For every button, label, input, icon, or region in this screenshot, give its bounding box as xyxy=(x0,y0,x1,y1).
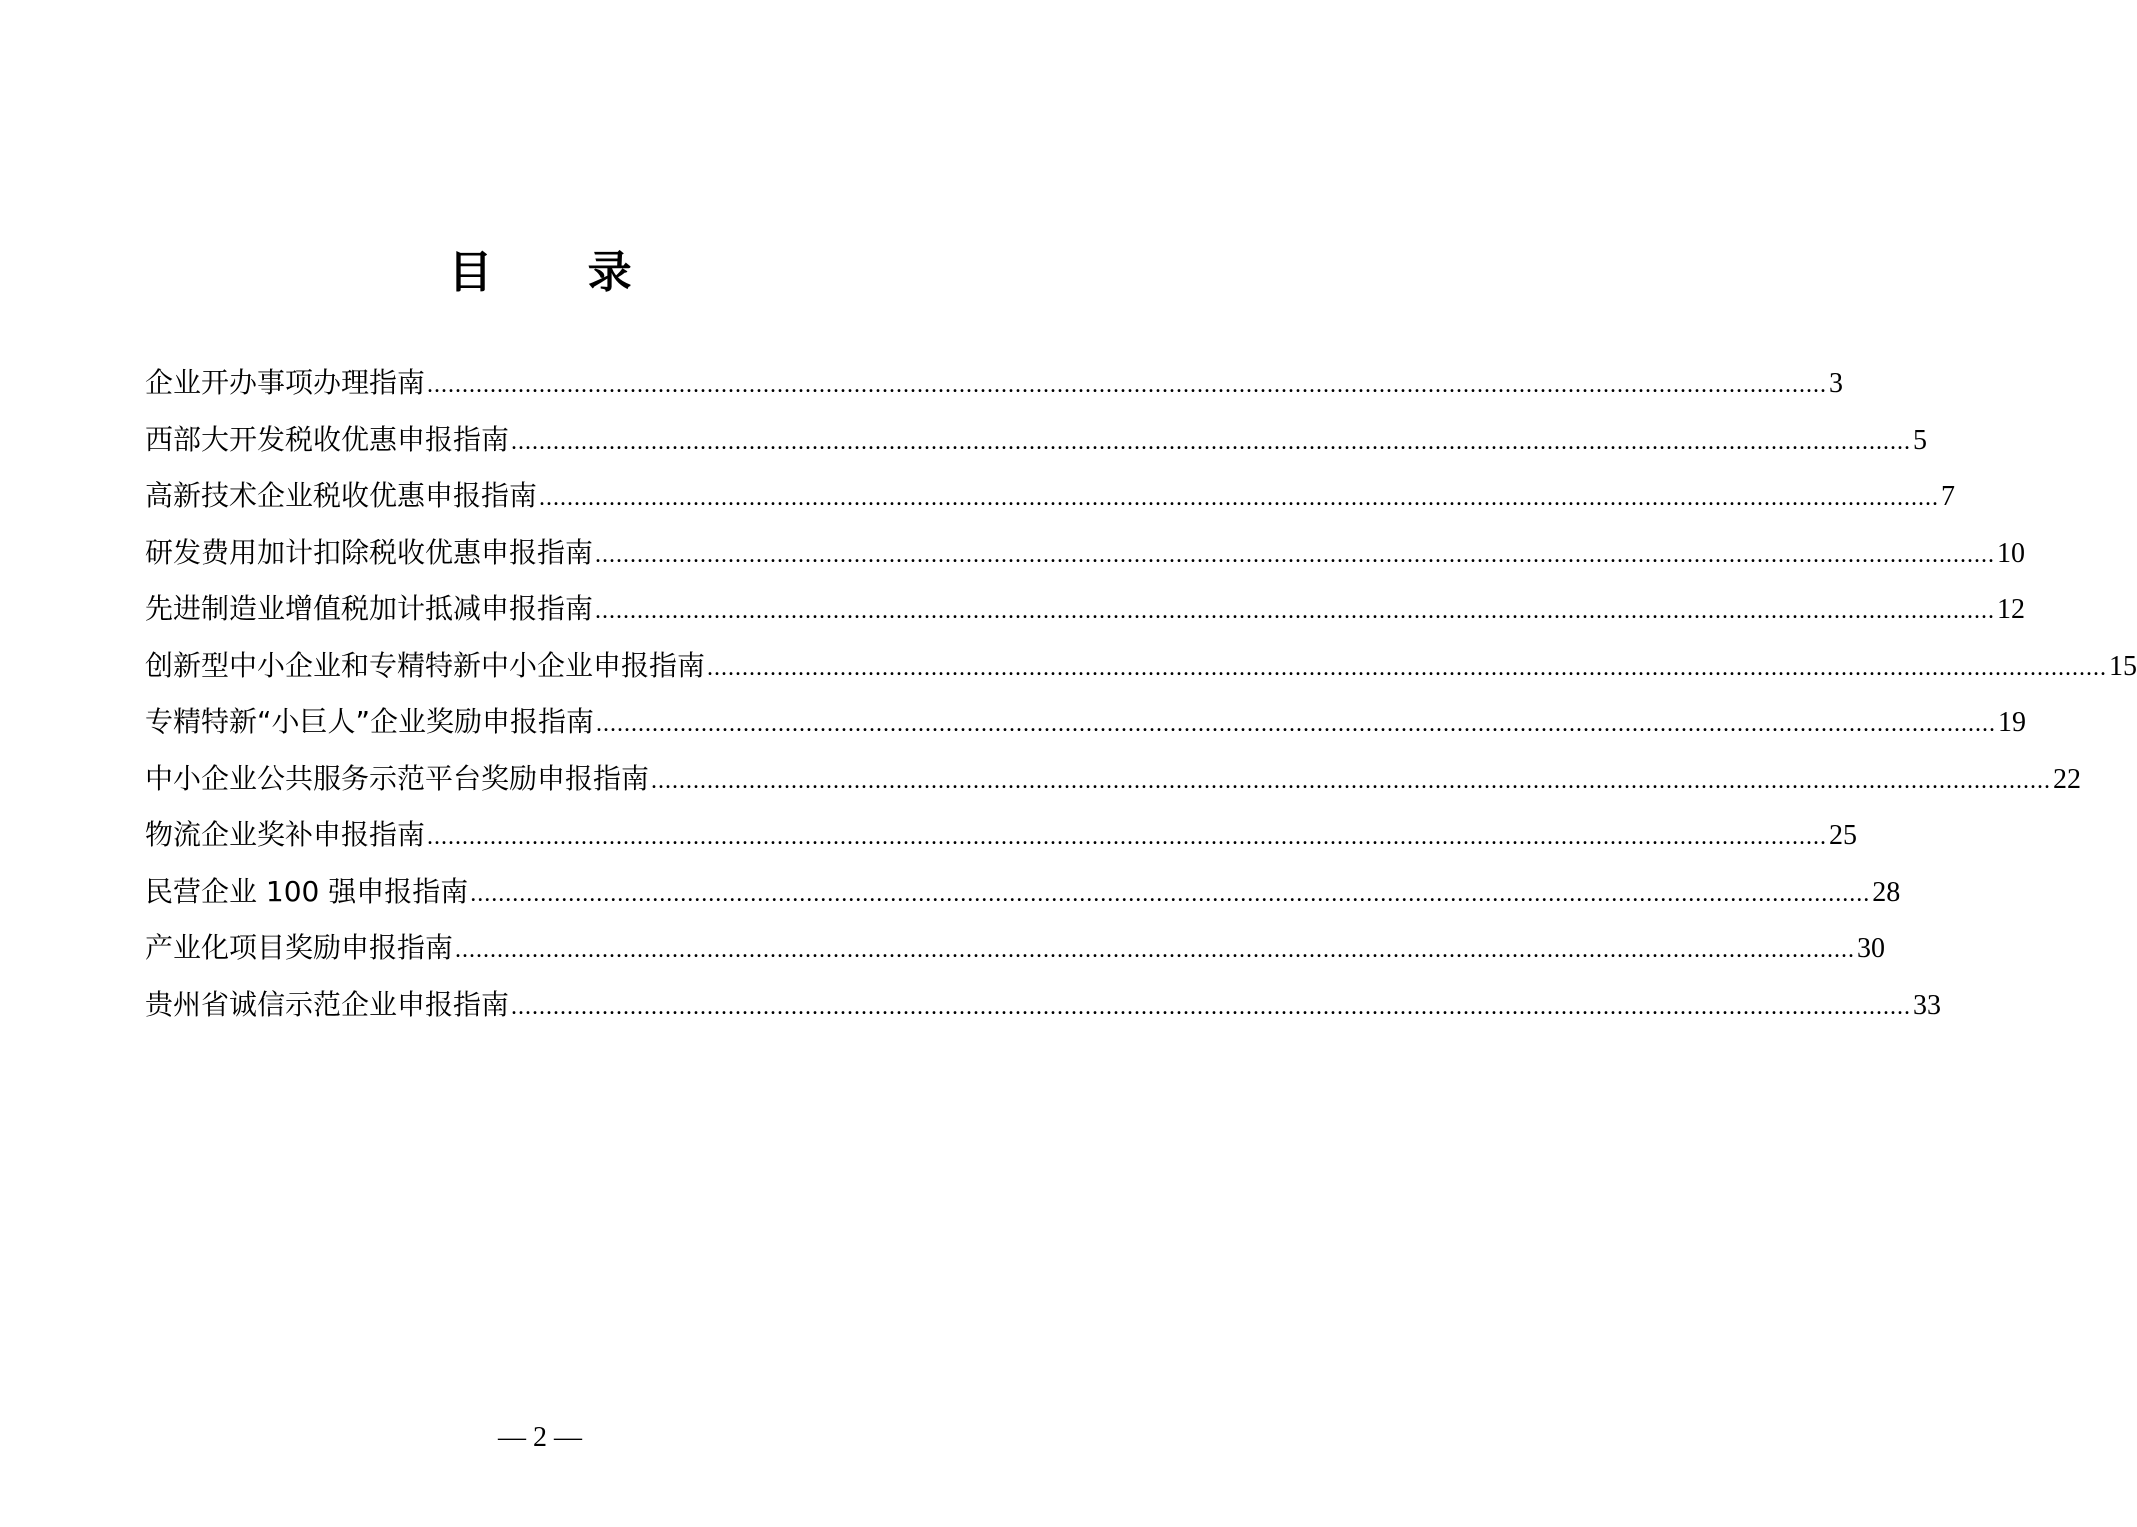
toc-page-number: 7 xyxy=(1941,481,1956,512)
toc-dot-leader: ........................................................................................................................................................................................................ xyxy=(707,654,2108,681)
toc-heading: 目 录 xyxy=(448,247,672,298)
toc-entry xyxy=(145,864,1901,921)
toc-dot-leader: ........................................................................................................................................................................................................ xyxy=(427,824,1828,850)
toc-entry xyxy=(145,581,2026,638)
toc-entry-title: 西部大开发税收优惠申报指南 xyxy=(145,422,510,456)
toc-entry-title: 创新型中小企业和专精特新中小企业申报指南 xyxy=(145,648,706,682)
toc-entry xyxy=(145,920,1886,977)
toc-entry-title: 高新技术企业税收优惠申报指南 xyxy=(145,479,538,512)
toc-entry xyxy=(145,412,1928,469)
toc-dot-leader: ........................................................................................................................................................................................................ xyxy=(595,598,1996,624)
toc-page-number: 25 xyxy=(1829,820,1858,851)
toc-page-number: 22 xyxy=(2053,763,2082,795)
toc-entry xyxy=(145,638,2137,695)
toc-page-number: 15 xyxy=(2109,650,2137,682)
toc-page-number: 3 xyxy=(1829,368,1844,399)
toc-entry-title: 企业开办事项办理指南 xyxy=(145,366,426,399)
toc-entry xyxy=(145,468,1956,525)
toc-list xyxy=(145,355,2137,1033)
toc-entry-title: 贵州省诚信示范企业申报指南 xyxy=(145,987,510,1021)
toc-entry-title: 研发费用加计扣除税收优惠申报指南 xyxy=(145,535,594,569)
toc-entry-title: 先进制造业增值税加计抵减申报指南 xyxy=(145,592,594,625)
toc-page-number: 33 xyxy=(1913,989,1942,1021)
toc-page-number: 28 xyxy=(1872,876,1901,908)
toc-dot-leader: ........................................................................................................................................................................................................ xyxy=(651,767,2052,794)
toc-entry-title: 物流企业奖补申报指南 xyxy=(145,818,426,851)
toc-dot-leader: ........................................................................................................................................................................................................ xyxy=(595,541,1996,568)
toc-page-number: 10 xyxy=(1997,537,2026,569)
toc-dot-leader: ........................................................................................................................................................................................................ xyxy=(596,711,1997,737)
toc-entry xyxy=(145,525,2026,582)
toc-entry xyxy=(145,807,1858,864)
toc-entry xyxy=(145,694,2027,751)
toc-entry-title: 民营企业 100 强申报指南 xyxy=(145,874,469,908)
toc-dot-leader: ........................................................................................................................................................................................................ xyxy=(539,485,1940,511)
toc-dot-leader: ........................................................................................................................................................................................................ xyxy=(427,372,1828,398)
toc-page-number: 5 xyxy=(1913,424,1928,456)
toc-entry xyxy=(145,355,1844,412)
toc-dot-leader: ........................................................................................................................................................................................................ xyxy=(470,880,1871,907)
toc-page-number: 19 xyxy=(1998,707,2027,738)
toc-dot-leader: ........................................................................................................................................................................................................ xyxy=(455,937,1856,963)
toc-dot-leader: ........................................................................................................................................................................................................ xyxy=(511,428,1912,455)
toc-page-number: 30 xyxy=(1857,933,1886,964)
toc-entry-title: 中小企业公共服务示范平台奖励申报指南 xyxy=(145,761,650,795)
toc-page-number: 12 xyxy=(1997,594,2026,625)
toc-entry xyxy=(145,751,2082,808)
toc-entry xyxy=(145,977,1942,1034)
page-number-footer: — 2 — xyxy=(498,1422,582,1453)
toc-entry-title: 专精特新“小巨人”企业奖励申报指南 xyxy=(145,705,595,738)
toc-dot-leader: ........................................................................................................................................................................................................ xyxy=(511,993,1912,1020)
toc-entry-title: 产业化项目奖励申报指南 xyxy=(145,931,454,964)
